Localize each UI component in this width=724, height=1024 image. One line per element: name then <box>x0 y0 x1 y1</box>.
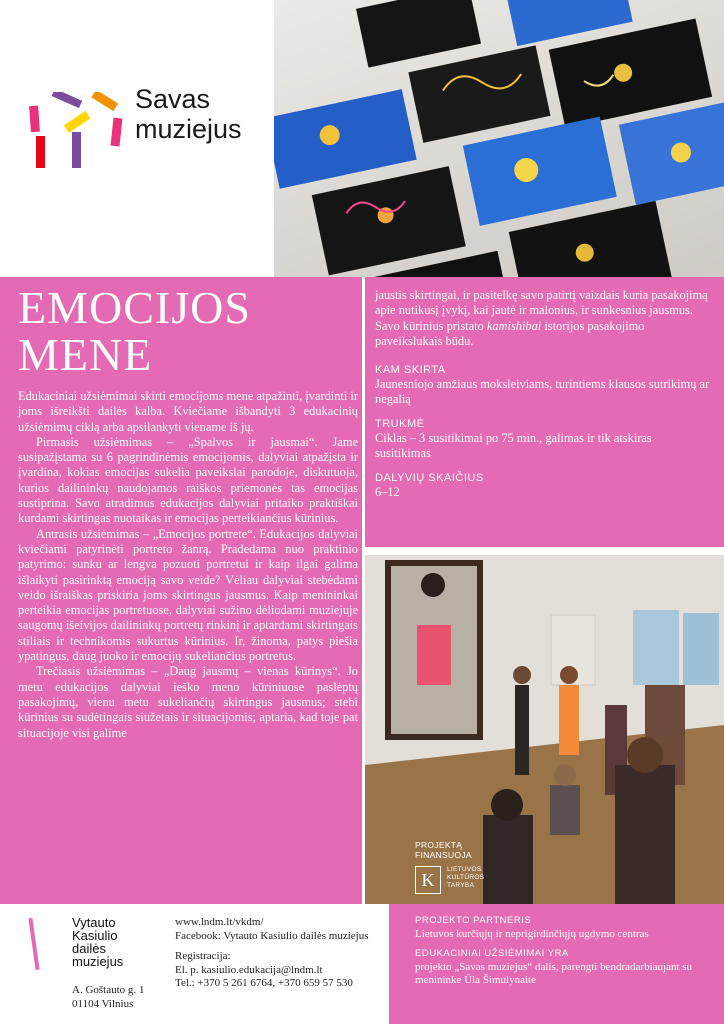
duration-value: Ciklas – 3 susitikimai po 75 min., galimas ir tik atskiras susitikimas <box>375 431 652 461</box>
registration-label: Registracija: <box>175 950 231 962</box>
audience-label: KAM SKIRTA <box>375 364 446 377</box>
session-three-continuation <box>375 288 710 349</box>
intro-paragraph: Edukaciniai užsiėmimai skirti emocijoms mene atpažinti, įvardinti ir joms išreikšti dailės kalba. Kviečiame išbandyti 3 edukacinių užsiėmimų ciklą arba apsilankyti viename iš jų. <box>18 389 358 434</box>
phone-link[interactable]: Tel.: +370 5 261 6764, +370 659 57 530 <box>175 977 353 989</box>
logo-area <box>0 0 274 277</box>
website-link[interactable]: www.lndm.lt/vkdm/ <box>175 916 264 928</box>
museum-name <box>72 916 123 968</box>
continuation-text-a: jaustis skirtingai, ir pasitelkę savo patirtį vaizdais kuria pasakojimą apie nutikusį įvykį, kai jautė ir malonius, ir sunkesnius jausmus. Savo kūrinius pristato <box>375 288 708 333</box>
description-column <box>18 389 358 741</box>
duration-label: TRUKMĖ <box>375 418 425 431</box>
museum-name-line2: Kasiulio <box>72 928 118 943</box>
museum-address <box>72 983 144 1011</box>
session-two-paragraph: Antrasis užsiėmimas – „Emocijos portrete“. Edukacijos dalyviai kviečiami patyrinėti portreto žanrą. Pradedama nuo praktinio patyrimo: sunku ar lengva pozuoti portretui ir kaip ilgai galima išlaikyti pasirinktą emociją savo veide? Vėliau dalyviai stebėdami veido išraiškas priskiria joms skirtingus jausmus. Kaip menininkai perteikia emocijas portretuose, dalyviai sužino dėliodami muziejuje saugomų išeivijos dailininkų portretų rinkinį ir aptardami skirtingais stiliais ir technikomis sukurtus kūrinius. Ir, žinoma, patys piešia ypatingus, daug juoko ir emocijų sukeliančius portretus. <box>18 526 358 664</box>
artworks-photo <box>274 0 724 277</box>
participants-label: DALYVIŲ SKAIČIUS <box>375 472 484 485</box>
museum-name-line1: Vytauto <box>72 915 116 930</box>
header <box>0 0 724 277</box>
partners-panel <box>389 904 724 1024</box>
edu-value: projekto „Savas muziejus“ dalis, parengti bendradarbiaujant su menininke Ūla Šimulynaite <box>415 960 693 986</box>
address-line1: A. Goštauto g. 1 <box>72 984 145 996</box>
session-one-paragraph: Pirmasis užsiėmimas – „Spalvos ir jausmai“. Jame susipažįstama su 6 pagrindinėmis emocijomis, dalyviai atpažįsta ir įvardina, kokias emocijas sukelia paveikslai parodoje, diskutuoja, kurios dailininkų naudojamos raiškos priemonės tas emocijas sustiprina. Savo atradimus edukacijos dalyviai pritaiko praktiškai kurdami skirtingas nuotaikas ir emocijas perteikiančius kūrinius. <box>18 434 358 526</box>
museum-name-line4: muziejus <box>72 954 124 969</box>
section-divider <box>362 547 724 555</box>
savas-muziejus-logo-mark <box>26 92 126 170</box>
artworks-illustration <box>274 0 724 277</box>
participants-value: 6–12 <box>375 485 400 500</box>
logo-text-line2: muziejus <box>135 114 242 144</box>
address-line2: 01104 Vilnius <box>72 998 134 1010</box>
funder-label <box>415 840 472 860</box>
facebook-link[interactable]: Facebook: Vytauto Kasiulio dailės muziejus <box>175 929 369 942</box>
contacts <box>175 916 385 991</box>
logo-text-line1: Savas <box>135 84 211 114</box>
edu-label: EDUKACINIAI UŽSIĖMIMAI YRA <box>415 948 569 959</box>
info-column <box>375 288 710 500</box>
session-three-paragraph: Trečiasis užsiėmimas – „Daug jausmų – vienas kūrinys“. Jo metu edukacijos dalyviai ieško meno kūriniuose paslėptų pasakojimų, vienu metu sukeliančių skirtingus jausmus; stebi kūrinius su sudėtingais siužetais ir situacijomis; aptaria, kad toje pat situacijoje visi galime <box>18 664 358 740</box>
funder-name <box>447 866 507 890</box>
title-line2: MENE <box>18 329 153 380</box>
audience-value: Jaunesniojo amžiaus moksleiviams, turintiems klausos sutrikimų ar negalią <box>375 377 710 407</box>
continuation-em: kamishibai <box>486 318 542 333</box>
title-line1: EMOCIJOS <box>18 282 251 333</box>
funder-label-line2: FINANSUOJA <box>415 850 472 860</box>
partner-value: Lietuvos kurčiųjų ir neprigirdinčiųjų ugdymo centras <box>415 927 649 940</box>
funder-name-line2: KULTŪROS <box>447 874 485 881</box>
museum-name-line3: dailės <box>72 941 106 956</box>
funder-name-line1: LIETUVOS <box>447 866 482 873</box>
logo-wordmark <box>135 84 242 144</box>
partner-label: PROJEKTO PARTNERIS <box>415 915 532 926</box>
funder-name-line3: TARYBA <box>447 882 475 889</box>
continuation-text-b: istorijos pasakojimo paveikslukais būdu. <box>375 318 645 348</box>
funder-label-line1: PROJEKTĄ <box>415 840 463 850</box>
page-title <box>18 284 251 378</box>
funder-logo: K <box>415 866 441 894</box>
email-link[interactable]: El. p. kasiulio.edukacija@lndm.lt <box>175 963 323 976</box>
